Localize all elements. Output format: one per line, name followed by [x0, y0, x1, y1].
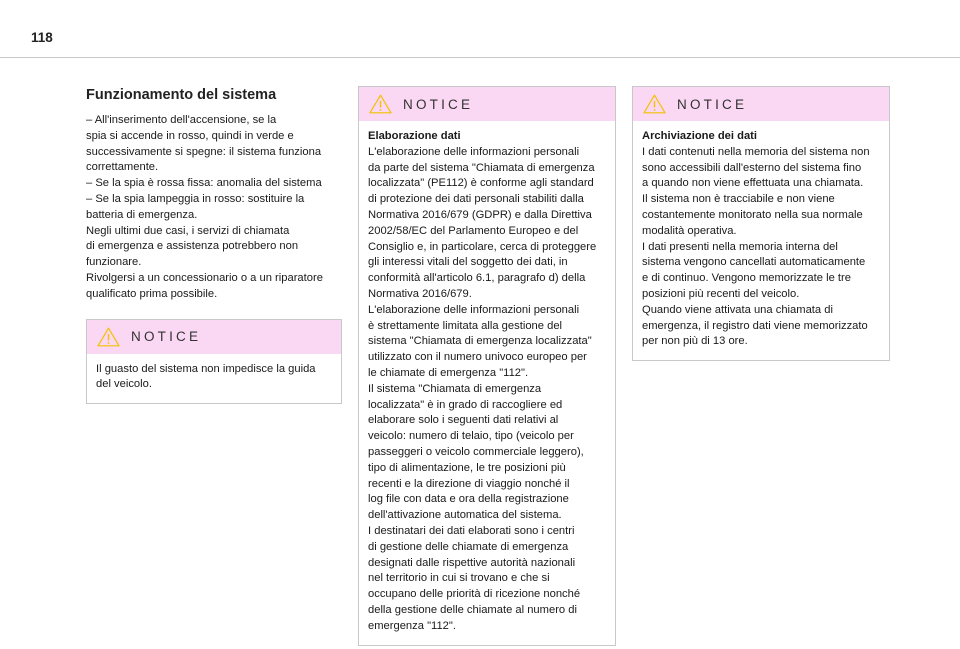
notice-header — [87, 320, 341, 354]
warning-triangle-icon — [643, 94, 666, 114]
top-rule — [0, 57, 960, 58]
notice-label: NOTICE — [403, 96, 474, 112]
notice-text: I dati contenuti nella memoria del sistema non sono accessibili dall'esterno del sistema fino a quando non viene effettuata una chiamata. Il sistema non è tracciabile e non viene costantemente monitorato nella sua normale modalità operativa. I dati presenti nella memoria interna del sistema vengono cancellati automaticamente e di continuo. Vengono memorizzate le tre posizioni più recenti del veicolo. Quando viene attivata una chiamata di emergenza, il registro dati viene memorizzato per non più di 13 ore. — [642, 145, 870, 348]
notice-label: NOTICE — [677, 96, 748, 112]
warning-triangle-icon — [97, 327, 120, 347]
notice-text: L'elaborazione delle informazioni personali da parte del sistema "Chiamata di emergenza localizzata" (PE112) è conforme agli standard di protezione dei dati personali stabiliti dalla Normativa 2016/679 (GDPR) e dalla Direttiva 2002/58/EC del Parlamento Europeo e del Consiglio e, in particolare, cerca di proteggere gli interessi vitali del soggetto dei dati, in conformità all'articolo 6.1, paragrafo d) della Normativa 2016/679. L'elaborazione delle informazioni personali è strettamente limitata alla gestione del sistema "Chiamata di emergenza localizzata" utilizzato con il numero univoco europeo per le chiamate di emergenza "112". Il sistema "Chiamata di emergenza localizzata" è in grado di raccogliere ed elaborare solo i seguenti dati relativi al veicolo: numero di telaio, tipo (veicolo per passeggeri o veicolo commerciale leggero), tipo di alimentazione, le tre posizioni più recenti e la direzione di viaggio nonché il log file con data e ora della registrazione dell'attivazione automatica del sistema. I destinatari dei dati elaborati sono i centri di gestione delle chiamate di emergenza designati dalle rispettive autorità nazionali nel territorio in cui si trovano e che si occupano delle priorità di ricezione nonché della gestione delle chiamate al numero di emergenza "112". — [368, 145, 597, 632]
notice-header — [359, 87, 615, 121]
notice-label: NOTICE — [131, 329, 202, 345]
notice-header — [633, 87, 889, 121]
notice-body — [633, 121, 889, 360]
section-text: – All'inserimento dell'accensione, se la spia si accende in rosso, quindi in verde e successivamente si spegne: il sistema funziona correttamente. – Se la spia è rossa fissa: anomalia del sistema – Se la spia lampeggia in rosso: sostituire la batteria di emergenza. Negli ultimi due casi, i servizi di chiamata di emergenza e assistenza potrebbero non funzionare. Rivolgersi a un concessionario o a un riparatore qualificato prima possibile. — [86, 114, 323, 300]
notice-box — [358, 86, 616, 646]
column-middle — [358, 86, 616, 646]
notice-title: Archiviazione dei dati — [642, 130, 758, 142]
notice-body — [87, 354, 341, 404]
notice-box — [632, 86, 890, 361]
column-left — [86, 86, 342, 404]
notice-title: Elaborazione dati — [368, 130, 461, 142]
notice-body — [359, 121, 615, 645]
section-title: Funzionamento del sistema — [86, 87, 277, 103]
notice-box — [86, 319, 342, 405]
warning-triangle-icon — [369, 94, 392, 114]
notice-text: Il guasto del sistema non impedisce la guida del veicolo. — [96, 362, 316, 391]
column-right — [632, 86, 890, 361]
page-number: 118 — [31, 30, 53, 45]
